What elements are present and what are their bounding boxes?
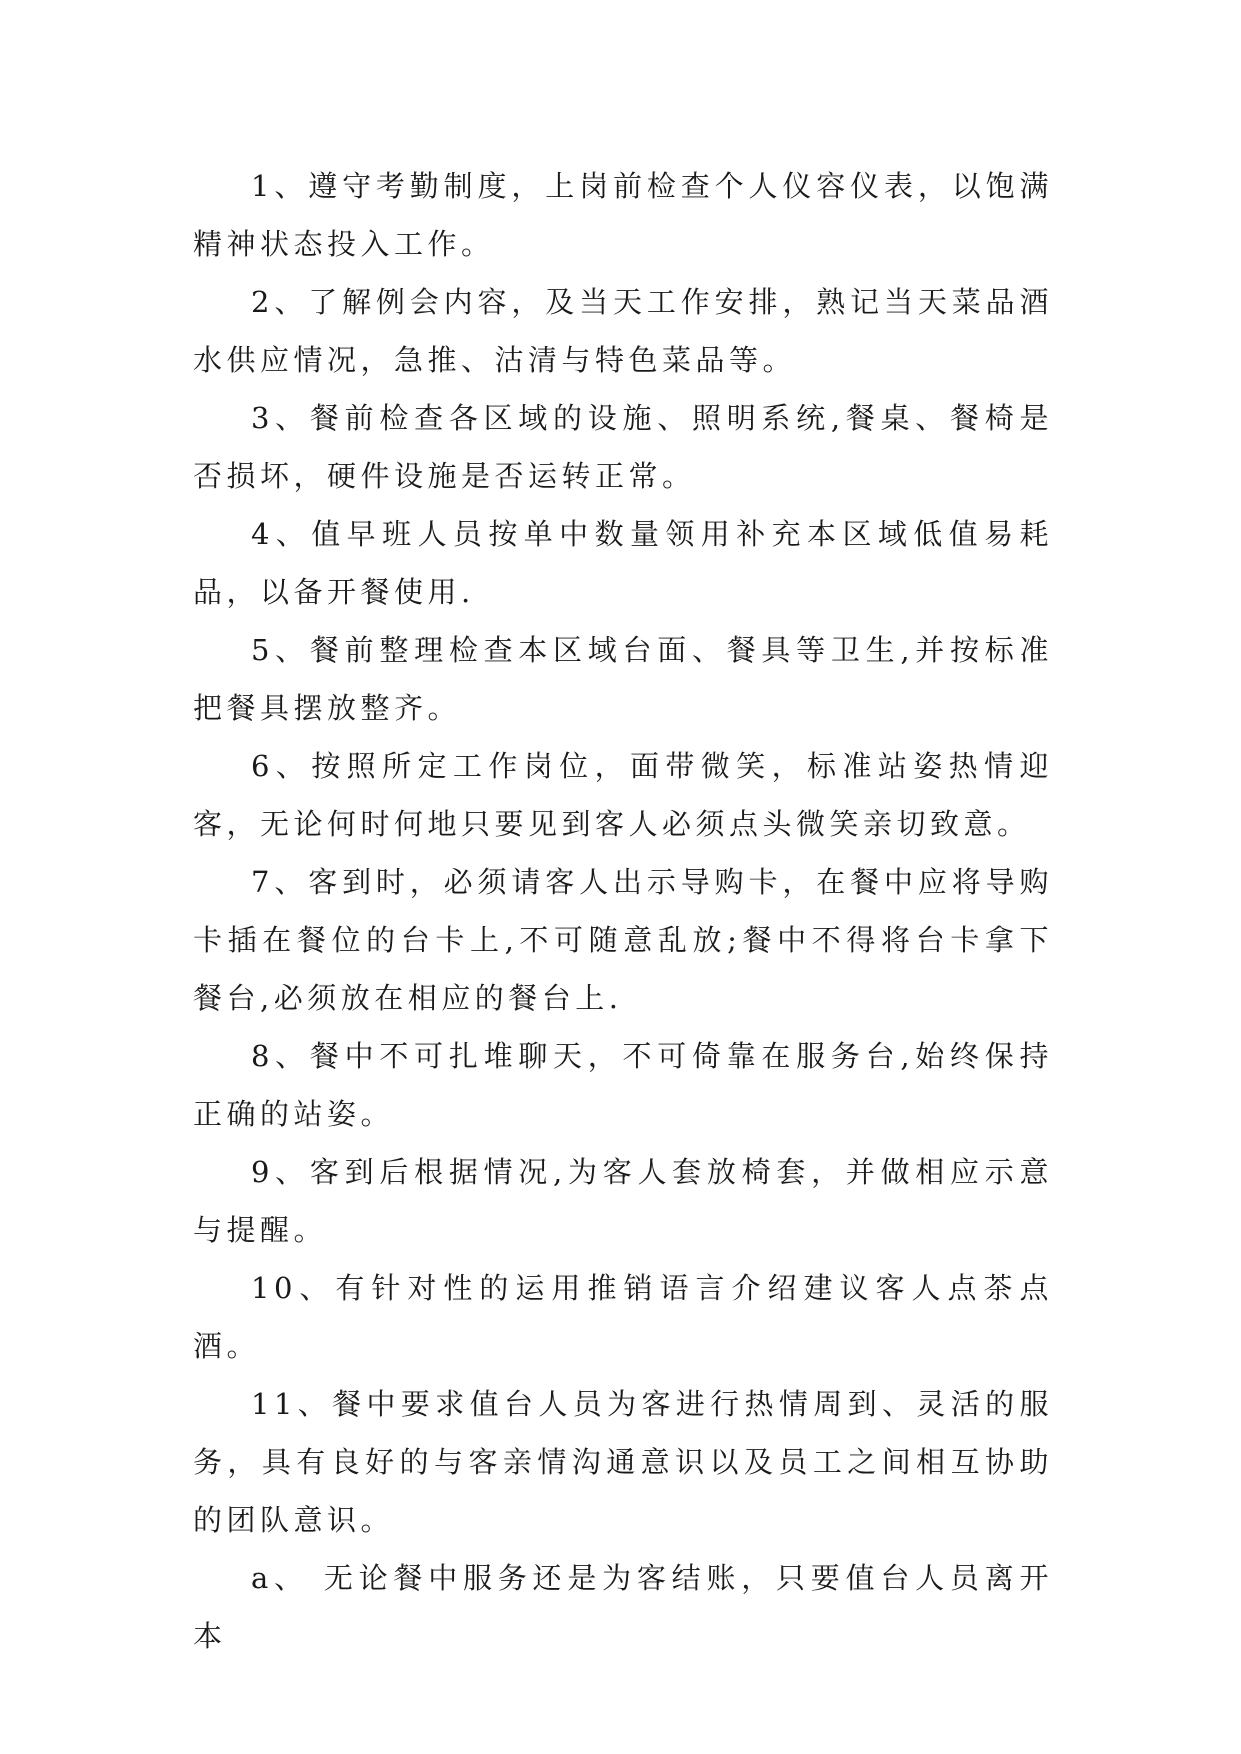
- paragraph-5: 5、餐前整理检查本区域台面、餐具等卫生,并按标准把餐具摆放整齐。: [193, 633, 1053, 725]
- document-body: [193, 157, 1053, 1665]
- paragraph-3: 3、餐前检查各区域的设施、照明系统,餐桌、餐椅是否损坏，硬件设施是否运转正常。: [193, 401, 1053, 493]
- paragraph-8: 8、餐中不可扎堆聊天，不可倚靠在服务台,始终保持正确的站姿。: [193, 1039, 1053, 1131]
- paragraph-10: 10、有针对性的运用推销语言介绍建议客人点茶点酒。: [193, 1271, 1053, 1363]
- paragraph-2: 2、了解例会内容，及当天工作安排，熟记当天菜品酒水供应情况，急推、沽清与特色菜品等。: [193, 285, 1053, 377]
- paragraph-1: 1、遵守考勤制度，上岗前检查个人仪容仪表，以饱满精神状态投入工作。: [193, 169, 1053, 261]
- paragraph-11: 11、餐中要求值台人员为客进行热情周到、灵活的服务，具有良好的与客亲情沟通意识以及员工之间相互协助的团队意识。: [193, 1387, 1053, 1537]
- paragraph-7: 7、客到时，必须请客人出示导购卡，在餐中应将导购卡插在餐位的台卡上,不可随意乱放;餐中不得将台卡拿下餐台,必须放在相应的餐台上.: [193, 865, 1053, 1015]
- paragraph-a: a、 无论餐中服务还是为客结账，只要值台人员离开本: [193, 1561, 1053, 1653]
- paragraph-4: 4、值早班人员按单中数量领用补充本区域低值易耗品，以备开餐使用.: [193, 517, 1053, 609]
- paragraph-9: 9、客到后根据情况,为客人套放椅套，并做相应示意与提醒。: [193, 1155, 1053, 1247]
- paragraph-6: 6、按照所定工作岗位，面带微笑，标准站姿热情迎客，无论何时何地只要见到客人必须点头微笑亲切致意。: [193, 749, 1053, 841]
